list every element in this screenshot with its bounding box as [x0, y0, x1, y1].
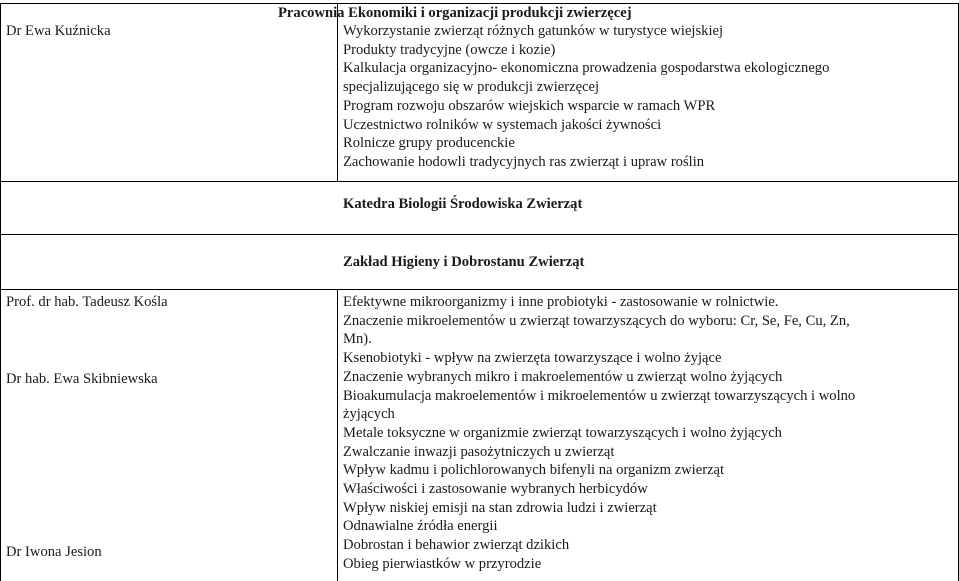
topic-item: Produkty tradycyjne (owcze i kozie): [343, 41, 556, 58]
topic-list: [343, 22, 829, 172]
person-name: Dr Iwona Jesion: [6, 544, 102, 560]
topic-item: Zwalczanie inwazji pasożytniczych u zwierząt: [343, 443, 615, 460]
person-name: Dr Ewa Kuźnicka: [6, 23, 111, 39]
column-divider-top: [337, 3, 338, 181]
person-name: Prof. dr hab. Tadeusz Kośla: [6, 294, 168, 310]
topic-item: Program rozwoju obszarów wiejskich wsparcie w ramach WPR: [343, 97, 716, 114]
topic-item: Znaczenie mikroelementów u zwierząt towarzyszących do wyboru: Cr, Se, Fe, Cu, Zn,: [343, 312, 850, 329]
topic-item: Uczestnictwo rolników w systemach jakości żywności: [343, 116, 662, 133]
section-header: Pracownia Ekonomiki i organizacji produkcji zwierzęcej: [278, 5, 632, 21]
topic-item: Dobrostan i behawior zwierząt dzikich: [343, 537, 570, 554]
person-name: Dr hab. Ewa Skibniewska: [6, 371, 158, 387]
topic-item: specjalizującego się w produkcji zwierzęcej: [343, 79, 600, 96]
topic-item: Kalkulacja organizacyjno- ekonomiczna prowadzenia gospodarstwa ekologicznego: [343, 60, 830, 77]
unit-heading: Zakład Higieny i Dobrostanu Zwierząt: [343, 254, 585, 270]
topic-item: Wpływ kadmu i polichlorowanych bifenyli na organizm zwierząt: [343, 462, 725, 479]
topic-item: Zachowanie hodowli tradycyjnych ras zwierząt i upraw roślin: [343, 153, 705, 170]
topic-item: Znaczenie wybranych mikro i makroelementów u zwierząt wolno żyjących: [343, 368, 783, 385]
topic-item: Ksenobiotyki - wpływ na zwierzęta towarzyszące i wolno żyjące: [343, 350, 722, 367]
topic-item: Metale toksyczne w organizmie zwierząt towarzyszących i wolno żyjących: [343, 424, 782, 441]
row-divider-3: [0, 289, 959, 290]
topic-item: Rolnicze grupy producenckie: [343, 135, 515, 152]
row-divider-2: [0, 234, 959, 235]
row-divider-1: [0, 181, 959, 182]
topic-list: [343, 293, 855, 574]
topic-item: Efektywne mikroorganizmy i inne probiotyki - zastosowanie w rolnictwie.: [343, 294, 779, 310]
topic-item: Odnawialne źródła energii: [343, 518, 498, 535]
topic-item: żyjących: [343, 406, 395, 423]
border-left: [0, 3, 1, 581]
topic-item: Wpływ niskiej emisji na stan zdrowia ludzi i zwierząt: [343, 499, 657, 516]
topic-item: Wykorzystanie zwierząt różnych gatunków w turystyce wiejskiej: [343, 23, 724, 39]
topic-item: Właściwości i zastosowanie wybranych herbicydów: [343, 481, 648, 498]
topic-item: Bioakumulacja makroelementów i mikroelementów u zwierząt towarzyszących i wolno: [343, 387, 856, 404]
department-heading: Katedra Biologii Środowiska Zwierząt: [343, 196, 583, 212]
column-divider-bottom: [337, 289, 338, 581]
topic-item: Mn).: [343, 331, 372, 348]
topic-item: Obieg pierwiastków w przyrodzie: [343, 555, 542, 572]
